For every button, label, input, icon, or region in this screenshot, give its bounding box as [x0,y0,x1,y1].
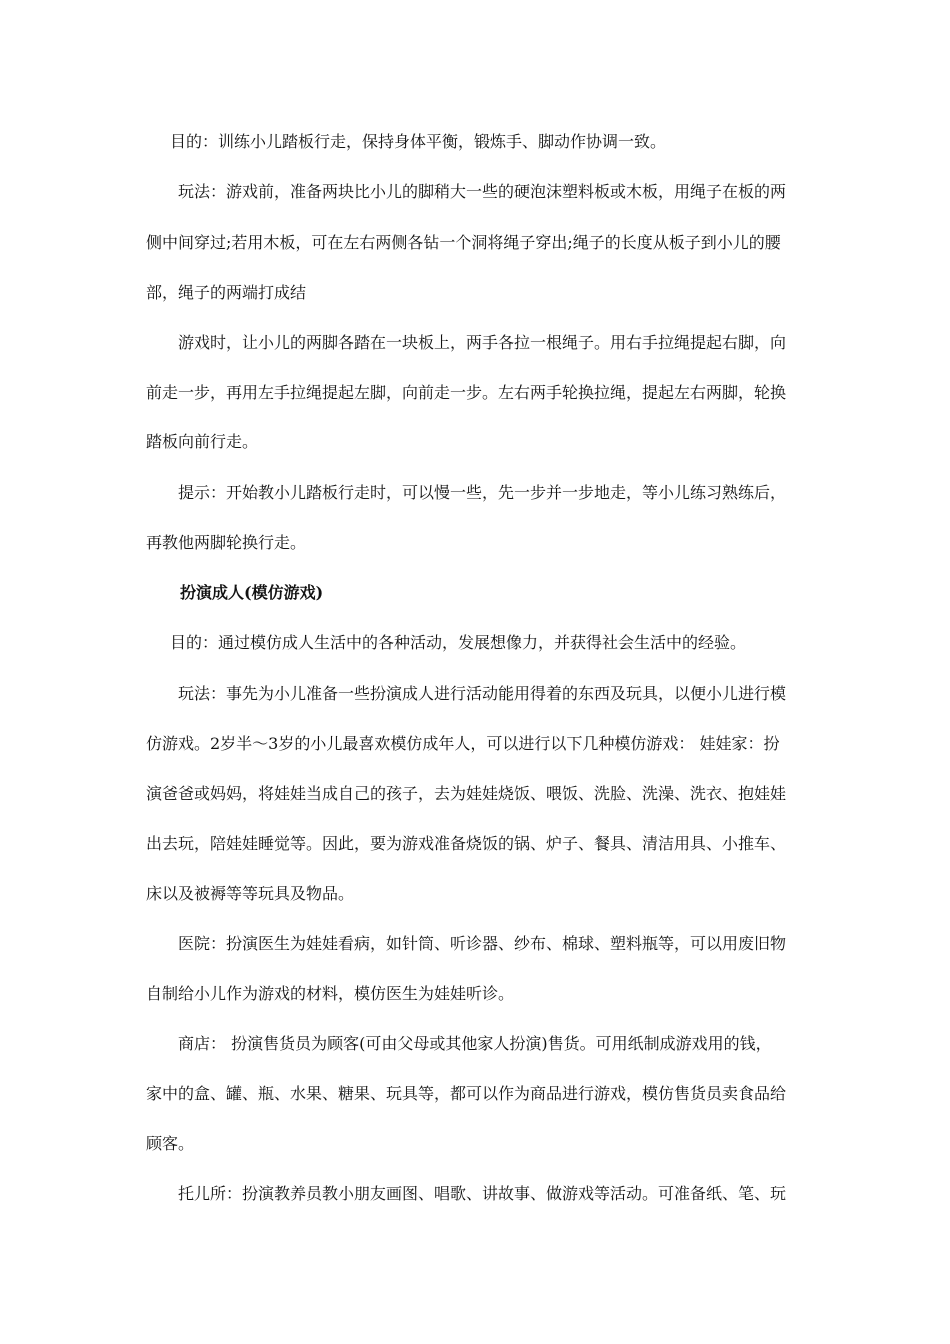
text-line: 床以及被褥等等玩具及物品。 [146,884,355,903]
text-line: 自制给小儿作为游戏的材料，模仿医生为娃娃听诊。 [146,984,515,1003]
text-line: 游戏时，让小儿的两脚各踏在一块板上，两手各拉一根绳子。用右手拉绳提起右脚，向 [178,333,787,352]
text-line: 商店： 扮演售货员为顾客(可由父母或其他家人扮演)售货。可用纸制成游戏用的钱， [178,1034,772,1053]
text-line: 仿游戏。2岁半～3岁的小儿最喜欢模仿成年人，可以进行以下几种模仿游戏： 娃娃家：扮 [146,734,780,753]
text-line: 玩法：游戏前，准备两块比小儿的脚稍大一些的硬泡沫塑料板或木板，用绳子在板的两 [178,182,787,201]
text-line: 医院：扮演医生为娃娃看病，如针筒、听诊器、纱布、棉球、塑料瓶等，可以用废旧物 [178,934,787,953]
text-line: 目的：训练小儿踏板行走，保持身体平衡，锻炼手、脚动作协调一致。 [170,132,667,151]
text-line: 家中的盒、罐、瓶、水果、糖果、玩具等，都可以作为商品进行游戏，模仿售货员卖食品给 [146,1084,787,1103]
text-line: 部，绳子的两端打成结 [146,283,307,302]
text-line: 出去玩，陪娃娃睡觉等。因此，要为游戏准备烧饭的锅、炉子、餐具、清洁用具、小推车、 [146,834,787,853]
text-line: 再教他两脚轮换行走。 [146,533,307,552]
text-line: 演爸爸或妈妈，将娃娃当成自己的孩子，去为娃娃烧饭、喂饭、洗脸、洗澡、洗衣、抱娃娃 [146,784,787,803]
text-line: 目的：通过模仿成人生活中的各种活动，发展想像力，并获得社会生活中的经验。 [170,633,747,652]
text-line: 提示：开始教小儿踏板行走时，可以慢一些，先一步并一步地走，等小儿练习熟练后， [178,483,787,502]
section-title: 扮演成人(模仿游戏) [180,583,324,602]
text-line: 侧中间穿过;若用木板，可在左右两侧各钻一个洞将绳子穿出;绳子的长度从板子到小儿的腰 [146,233,781,252]
text-line: 踏板向前行走。 [146,432,259,451]
text-line: 托儿所：扮演教养员教小朋友画图、唱歌、讲故事、做游戏等活动。可准备纸、笔、玩 [178,1184,787,1203]
text-line: 玩法：事先为小儿准备一些扮演成人进行活动能用得着的东西及玩具，以便小儿进行模 [178,684,787,703]
text-line: 顾客。 [146,1134,195,1153]
text-line: 前走一步，再用左手拉绳提起左脚，向前走一步。左右两手轮换拉绳，提起左右两脚，轮换 [146,383,787,402]
